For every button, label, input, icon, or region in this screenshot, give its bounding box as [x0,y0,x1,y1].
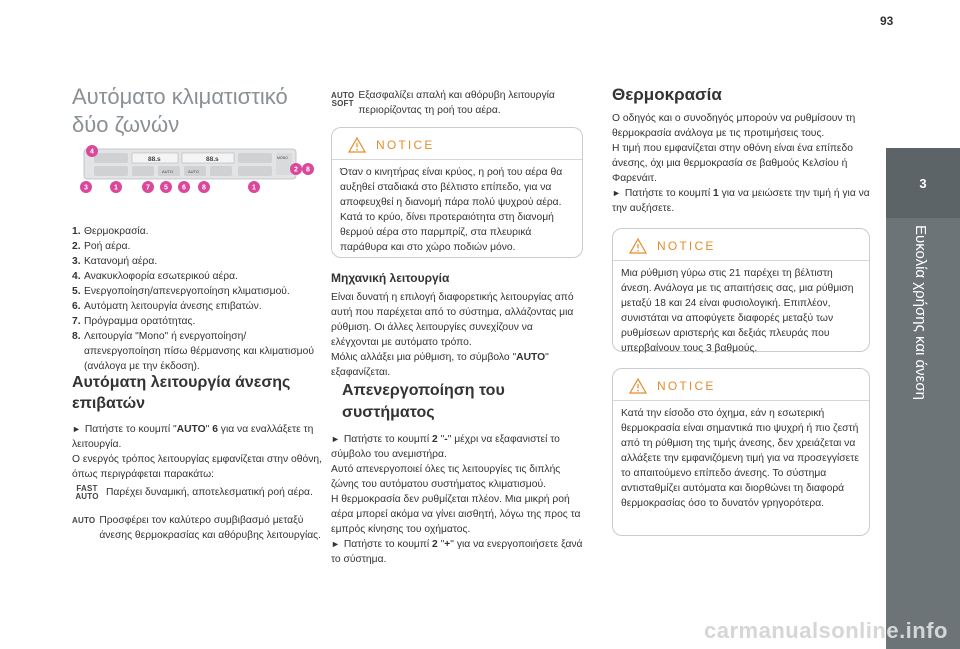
notice-box-setting [612,228,870,352]
text: " μέχρι να εξαφανιστεί το σύμβολο του ανεμιστήρα. [331,434,560,460]
legend-text: Κατανομή αέρα. [84,256,158,267]
text: Μόλις αλλάξει μια ρύθμιση, το σύμβολο " [331,352,517,363]
text: Πατήστε το κουμπί " [84,424,177,435]
notice-text: Όταν ο κινητήρας είναι κρύος, η ροή του αέρα θα αυξηθεί σταδιακά στο βέλτιστο επίπεδο, για να αποφευχθεί η διανομή πάρα πολύ ψυχρού αέρα. Κατά το κρύο, δίνει προτεραιότητα στη διανομή θερμού αέρα στο παρμπρίζ, στα πλευρικά παράθυρα και στο χώρο ποδιών μόνο. [340,167,563,253]
control-legend-list [72,224,322,374]
section-title-temperature: Θερμοκρασία [612,85,722,104]
auto-icon: AUTO [72,516,96,525]
panel-button [94,166,128,176]
minus-label: - [444,434,448,445]
legend-item [72,269,322,284]
callout-label: 2 [294,166,298,174]
warning-icon [629,378,647,394]
auto-instruction [72,422,322,452]
panel-button [210,166,232,176]
text: για να μειώσετε την τιμή ή για να την αυξήσετε. [612,188,870,214]
legend-number: 6. [72,301,81,312]
system-off-body [331,432,583,567]
legend-number: 5. [72,286,81,297]
badge-text: SOFT [331,99,354,108]
text: " [437,539,445,550]
notice-title: NOTICE [657,239,716,253]
legend-text: Ανακυκλοφορία εσωτερικού αέρα. [84,271,238,282]
climate-control-diagram [78,145,314,197]
auto-text: Προσφέρει τον καλύτερο συμβιβασμό μεταξύ άνεσης θερμοκρασίας και αθόρυβης λειτουργίας. [99,515,322,541]
panel-text: 88.s [206,156,219,163]
chapter-number: 3 [886,148,960,218]
callout-label: 3 [84,184,88,192]
panel-text: MONO [277,156,288,160]
arrow-icon: ► [72,424,81,434]
watermark: carmanualsonline.info [704,618,948,643]
manual-text-2 [331,350,583,380]
text: " για να ενεργοποιήσετε ξανά το σύστημα. [331,539,583,565]
legend-item [72,314,322,329]
system-off-section [342,380,583,432]
auto-row [72,513,322,543]
callout-label: 7 [146,184,150,192]
callout-label: 8 [306,166,310,174]
notice-box-cold-engine [331,127,583,258]
fast-auto-text: Παρέχει δυναμική, αποτελεσματική ροή αέρα. [106,487,313,498]
notice-box-entry [612,368,870,536]
section-title-manual: Μηχανική λειτουργία [331,271,450,285]
plus-label: + [444,539,451,550]
panel-text: 88.s [148,156,161,163]
legend-item [72,239,322,254]
callout-label: 4 [90,148,94,156]
legend-text: Πρόγραμμα ορατότητας. [84,316,196,327]
text: " [205,424,213,435]
arrow-icon: ► [331,539,340,549]
panel-button [132,166,154,176]
legend-item [72,329,322,374]
fast-auto-row [72,485,322,501]
auto-comfort-section [72,372,322,543]
legend-number: 1. [72,226,81,237]
temperature-step [612,186,870,216]
legend-number: 7. [72,316,81,327]
off-step-1 [331,432,583,462]
panel-button [238,153,272,163]
page-number: 93 [880,14,894,28]
button-number: 1 [713,188,719,199]
temperature-section [612,84,870,216]
callout-label: 5 [164,184,168,192]
section-title-auto-comfort: Αυτόματη λειτουργία άνεσης επιβατών [72,374,291,412]
legend-number: 2. [72,241,81,252]
callout-label: 6 [182,184,186,192]
off-para-2: Η θερμοκρασία δεν ρυθμίζεται πλέον. Μια μικρή ροή αέρα μπορεί ακόμα να γίνει αισθητή, λόγω της προς τα εμπρός κίνησης του οχήματος. [331,494,581,535]
manual-text: Είναι δυνατή η επιλογή διαφορετικής λειτουργίας από αυτή που παρέχεται από το σύστημα, αλλάζοντας μια ρύθμιση. Οι άλλες λειτουργίες συνεχίζουν να ελέγχονται με αυτόματο τρόπο. [331,292,574,348]
off-para-1: Αυτό απενεργοποιεί όλες τις λειτουργίες τις διπλής ζώνης του αυτόματου συστήματος κλιματισμού. [331,464,561,490]
section-title-system-off: Απενεργοποίηση του συστήματος [342,382,505,421]
callout-label: 1 [114,184,118,192]
chapter-title-text: Ευκολία χρήσης και άνεση [912,225,929,400]
button-number: 2 [432,434,438,445]
legend-number: 8. [72,331,81,342]
panel-text: AUTO [188,169,200,174]
soft-auto-text: Εξασφαλίζει απαλή και αθόρυβη λειτουργία περιορίζοντας τη ροή του αέρα. [358,90,555,116]
warning-icon [348,137,366,153]
notice-title: NOTICE [376,138,435,152]
panel-text: AUTO [162,169,174,174]
notice-text: Κατά την είσοδο στο όχημα, εάν η εσωτερική θερμοκρασία είναι σημαντικά πιο ψυχρή ή πιο ζεστή από τη ρύθμιση της τιμής άνεσης, δεν χρειάζεται να αλλάξετε την εμφανιζόμενη τιμή για να προσεγγίσετε το απαιτούμενο επίπεδο άνεσης. Το σύστημα αντισταθμίζει αυτόματα και διορθώνει τη διαφορά θερμοκρασίας όσο το δυνατόν γρηγορότερα. [621,408,859,509]
chapter-title [900,225,940,515]
fast-auto-icon [72,485,102,501]
arrow-icon: ► [331,434,340,444]
text: " εξαφανίζεται. [331,352,549,378]
text: Πατήστε το κουμπί [343,434,433,445]
panel-button [238,166,272,176]
legend-number: 4. [72,271,81,282]
legend-item [72,284,322,299]
soft-auto-icon [331,92,354,108]
legend-item [72,224,322,239]
auto-label: AUTO [516,352,546,363]
legend-text: Ροή αέρα. [84,241,131,252]
legend-item [72,299,322,314]
temperature-para-1: Ο οδηγός και ο συνοδηγός μπορούν να ρυθμίσουν τη θερμοκρασία ανάλογα με τις προτιμήσεις τους. [612,113,856,139]
auto-mode-description: Ο ενεργός τρόπος λειτουργίας εμφανίζεται στην οθόνη, όπως περιγράφεται παρακάτω: [72,454,322,480]
notice-text: Μια ρύθμιση γύρω στις 21 παρέχει τη βέλτιστη άνεση. Ανάλογα με τις απαιτήσεις σας, μια ρύθμιση μεταξύ 18 και 24 είναι φυσιολογική. Επιπλέον, συνιστάται να αποφύγετε διαφορές μεταξύ των ρυθμίσεων αριστερής και δεξιάς πλευράς που υπερβαίνουν τους 3 βαθμούς. [621,268,854,354]
legend-text: Λειτουργία "Mono" ή ενεργοποίηση/απενεργοποίηση πίσω θέρμανσης και κλιματισμού (ανάλογα με την έκδοση). [84,331,314,372]
legend-item [72,254,322,269]
text: για να εναλλάξετε τη λειτουργία. [72,424,314,450]
climate-panel-illustration [78,145,314,197]
arrow-icon: ► [612,188,621,198]
badge-text: AUTO [331,91,355,100]
badge-text: FAST [76,484,98,493]
button-number: 2 [432,539,438,550]
panel-button [94,153,128,163]
manual-mode-section [331,270,583,380]
off-step-2 [331,537,583,567]
temperature-para-2: Η τιμή που εμφανίζεται στην οθόνη είναι ένα επίπεδο άνεσης, όχι μια θερμοκρασία σε βαθμούς Κελσίου ή Φαρενάιτ. [612,143,853,184]
warning-icon [629,238,647,254]
soft-auto-row [331,88,583,118]
button-number: 6 [212,424,218,435]
text: " [437,434,445,445]
legend-text: Θερμοκρασία. [84,226,149,237]
notice-title: NOTICE [657,379,716,393]
auto-label: AUTO [176,424,206,435]
legend-text: Ενεργοποίηση/απενεργοποίηση κλιματισμού. [84,286,290,297]
badge-text: AUTO [75,492,99,501]
page-title: Αυτόματο κλιματιστικό δύο ζωνών [72,84,288,137]
text: Πατήστε το κουμπί [343,539,433,550]
callout-label: 8 [202,184,206,192]
legend-number: 3. [72,256,81,267]
text: Πατήστε το κουμπί [624,188,714,199]
callout-label: 1 [252,184,256,192]
legend-text: Αυτόματη λειτουργία άνεσης επιβατών. [84,301,262,312]
